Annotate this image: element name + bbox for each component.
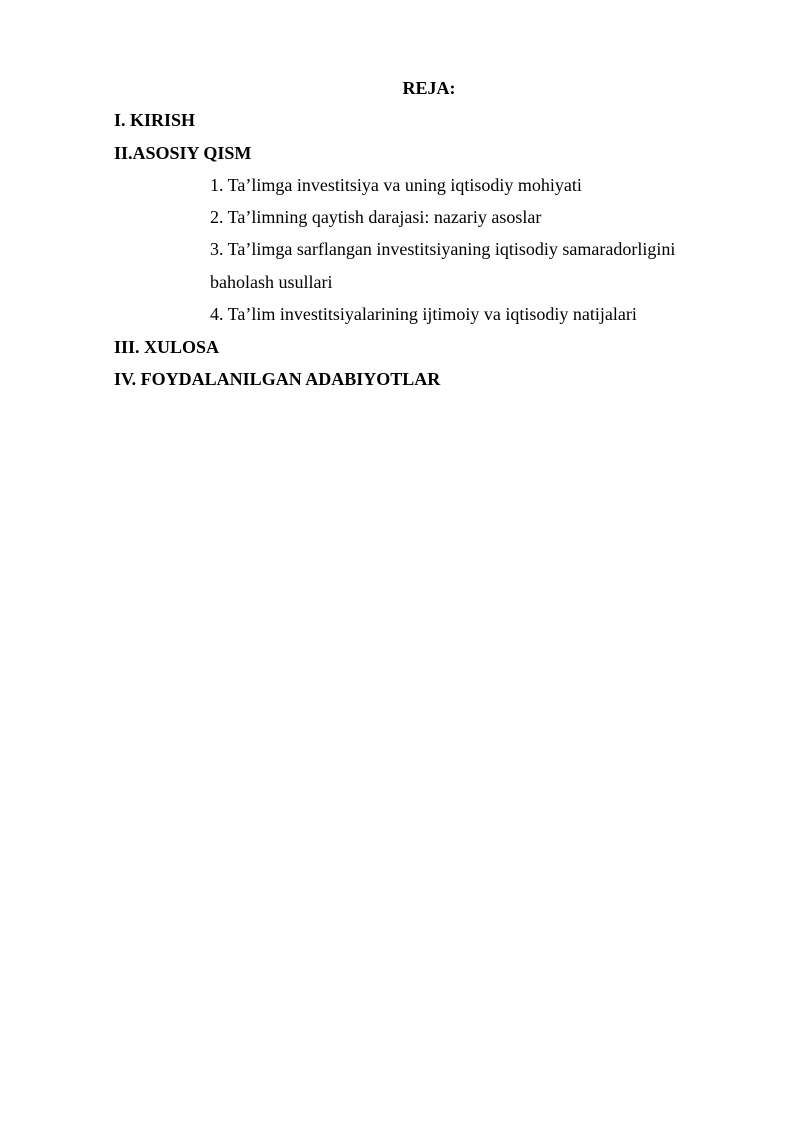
subitem-2: 2. Ta’limning qaytish darajasi: nazariy asoslar <box>210 207 542 227</box>
subitem-4: 4. Ta’lim investitsiyalarining ijtimoiy va iqtisodiy natijalari <box>210 304 637 324</box>
section-kirish: I. KIRISH <box>114 110 196 130</box>
subitem-3-continuation: baholash usullari <box>210 272 333 292</box>
subitem-3: 3. Ta’limga sarflangan investitsiyaning iqtisodiy samaradorligini <box>210 239 676 259</box>
page-title: REJA: <box>402 78 456 98</box>
section-adabiyotlar: IV. FOYDALANILGAN ADABIYOTLAR <box>114 369 441 389</box>
section-xulosa: III. XULOSA <box>114 337 220 357</box>
subitem-1: 1. Ta’limga investitsiya va uning iqtisodiy mohiyati <box>210 175 582 195</box>
section-asosiy-qism: II.ASOSIY QISM <box>114 143 252 163</box>
